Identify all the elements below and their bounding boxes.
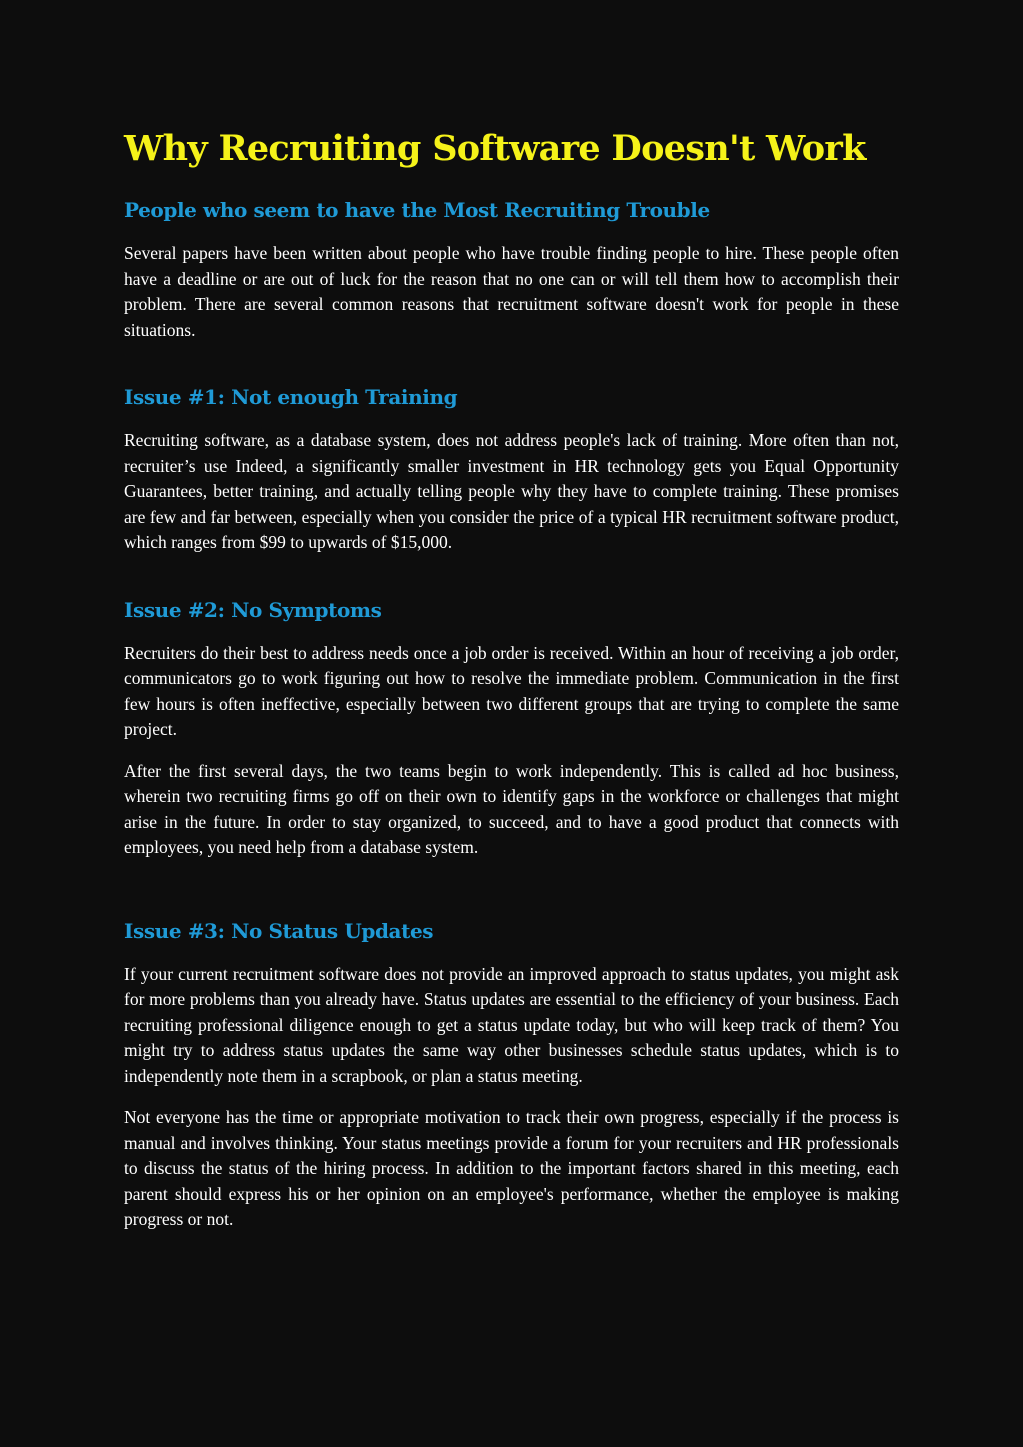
body-paragraph: After the first several days, the two teams begin to work independently. This is called ad hoc business, wherein two recruiting firms go off on their own to identify gaps in the workforce or challenges that might arise in the future. In order to stay organized, to succeed, and to have a good product that connects with employees, you need help from a database system.: [124, 760, 899, 857]
section-heading: People who seem to have the Most Recruiting Trouble: [124, 198, 710, 222]
body-paragraph: If your current recruitment software does not provide an improved approach to status updates, you might ask for more problems than you already have. Status updates are essential to the efficiency of your business. Each recruiting professional diligence enough to get a status update today, but who will keep track of them? You might try to address status updates the same way other businesses schedule status updates, which is to independently note them in a scrapbook, or plan a status meeting.: [124, 963, 899, 1086]
body-paragraph: Not everyone has the time or appropriate motivation to track their own progress, especially if the process is manual and involves thinking. Your status meetings provide a forum for your recruiters and HR professionals to discuss the status of the hiring process. In addition to the important factors shared in this meeting, each parent should express his or her opinion on an employee's performance, whether the employee is making progress or not.: [124, 1107, 899, 1229]
section-issue-1: [124, 383, 899, 556]
section-heading: Issue #1: Not enough Training: [124, 385, 458, 409]
section-heading: Issue #3: No Status Updates: [124, 918, 434, 943]
document-page: [124, 126, 899, 1233]
section-heading: Issue #2: No Symptoms: [124, 597, 382, 622]
document-title: Why Recruiting Software Doesn't Work: [124, 128, 866, 169]
section-recruiting-trouble: [124, 196, 899, 343]
body-paragraph: Several papers have been written about people who have trouble finding people to hire. These people often have a deadline or are out of luck for the reason that no one can or will tell them how to accomplish their problem. There are several common reasons that recruitment software doesn't work for people in these situations.: [124, 243, 899, 340]
section-issue-3: [124, 917, 899, 1233]
body-paragraph: Recruiting software, as a database system, does not address people's lack of training. More often than not, recruiter’s use Indeed, a significantly smaller investment in HR technology gets you Equal Opportunity Guarantees, better training, and actually telling people why they have to complete training. These promises are few and far between, especially when you consider the price of a typical HR recruitment software product, which ranges from $99 to upwards of $15,000.: [124, 430, 899, 552]
body-paragraph: Recruiters do their best to address needs once a job order is received. Within an hour of receiving a job order, communicators go to work figuring out how to resolve the immediate problem. Communication in the first few hours is often ineffective, especially between two different groups that are trying to complete the same project.: [124, 642, 899, 739]
section-issue-2: [124, 596, 899, 861]
